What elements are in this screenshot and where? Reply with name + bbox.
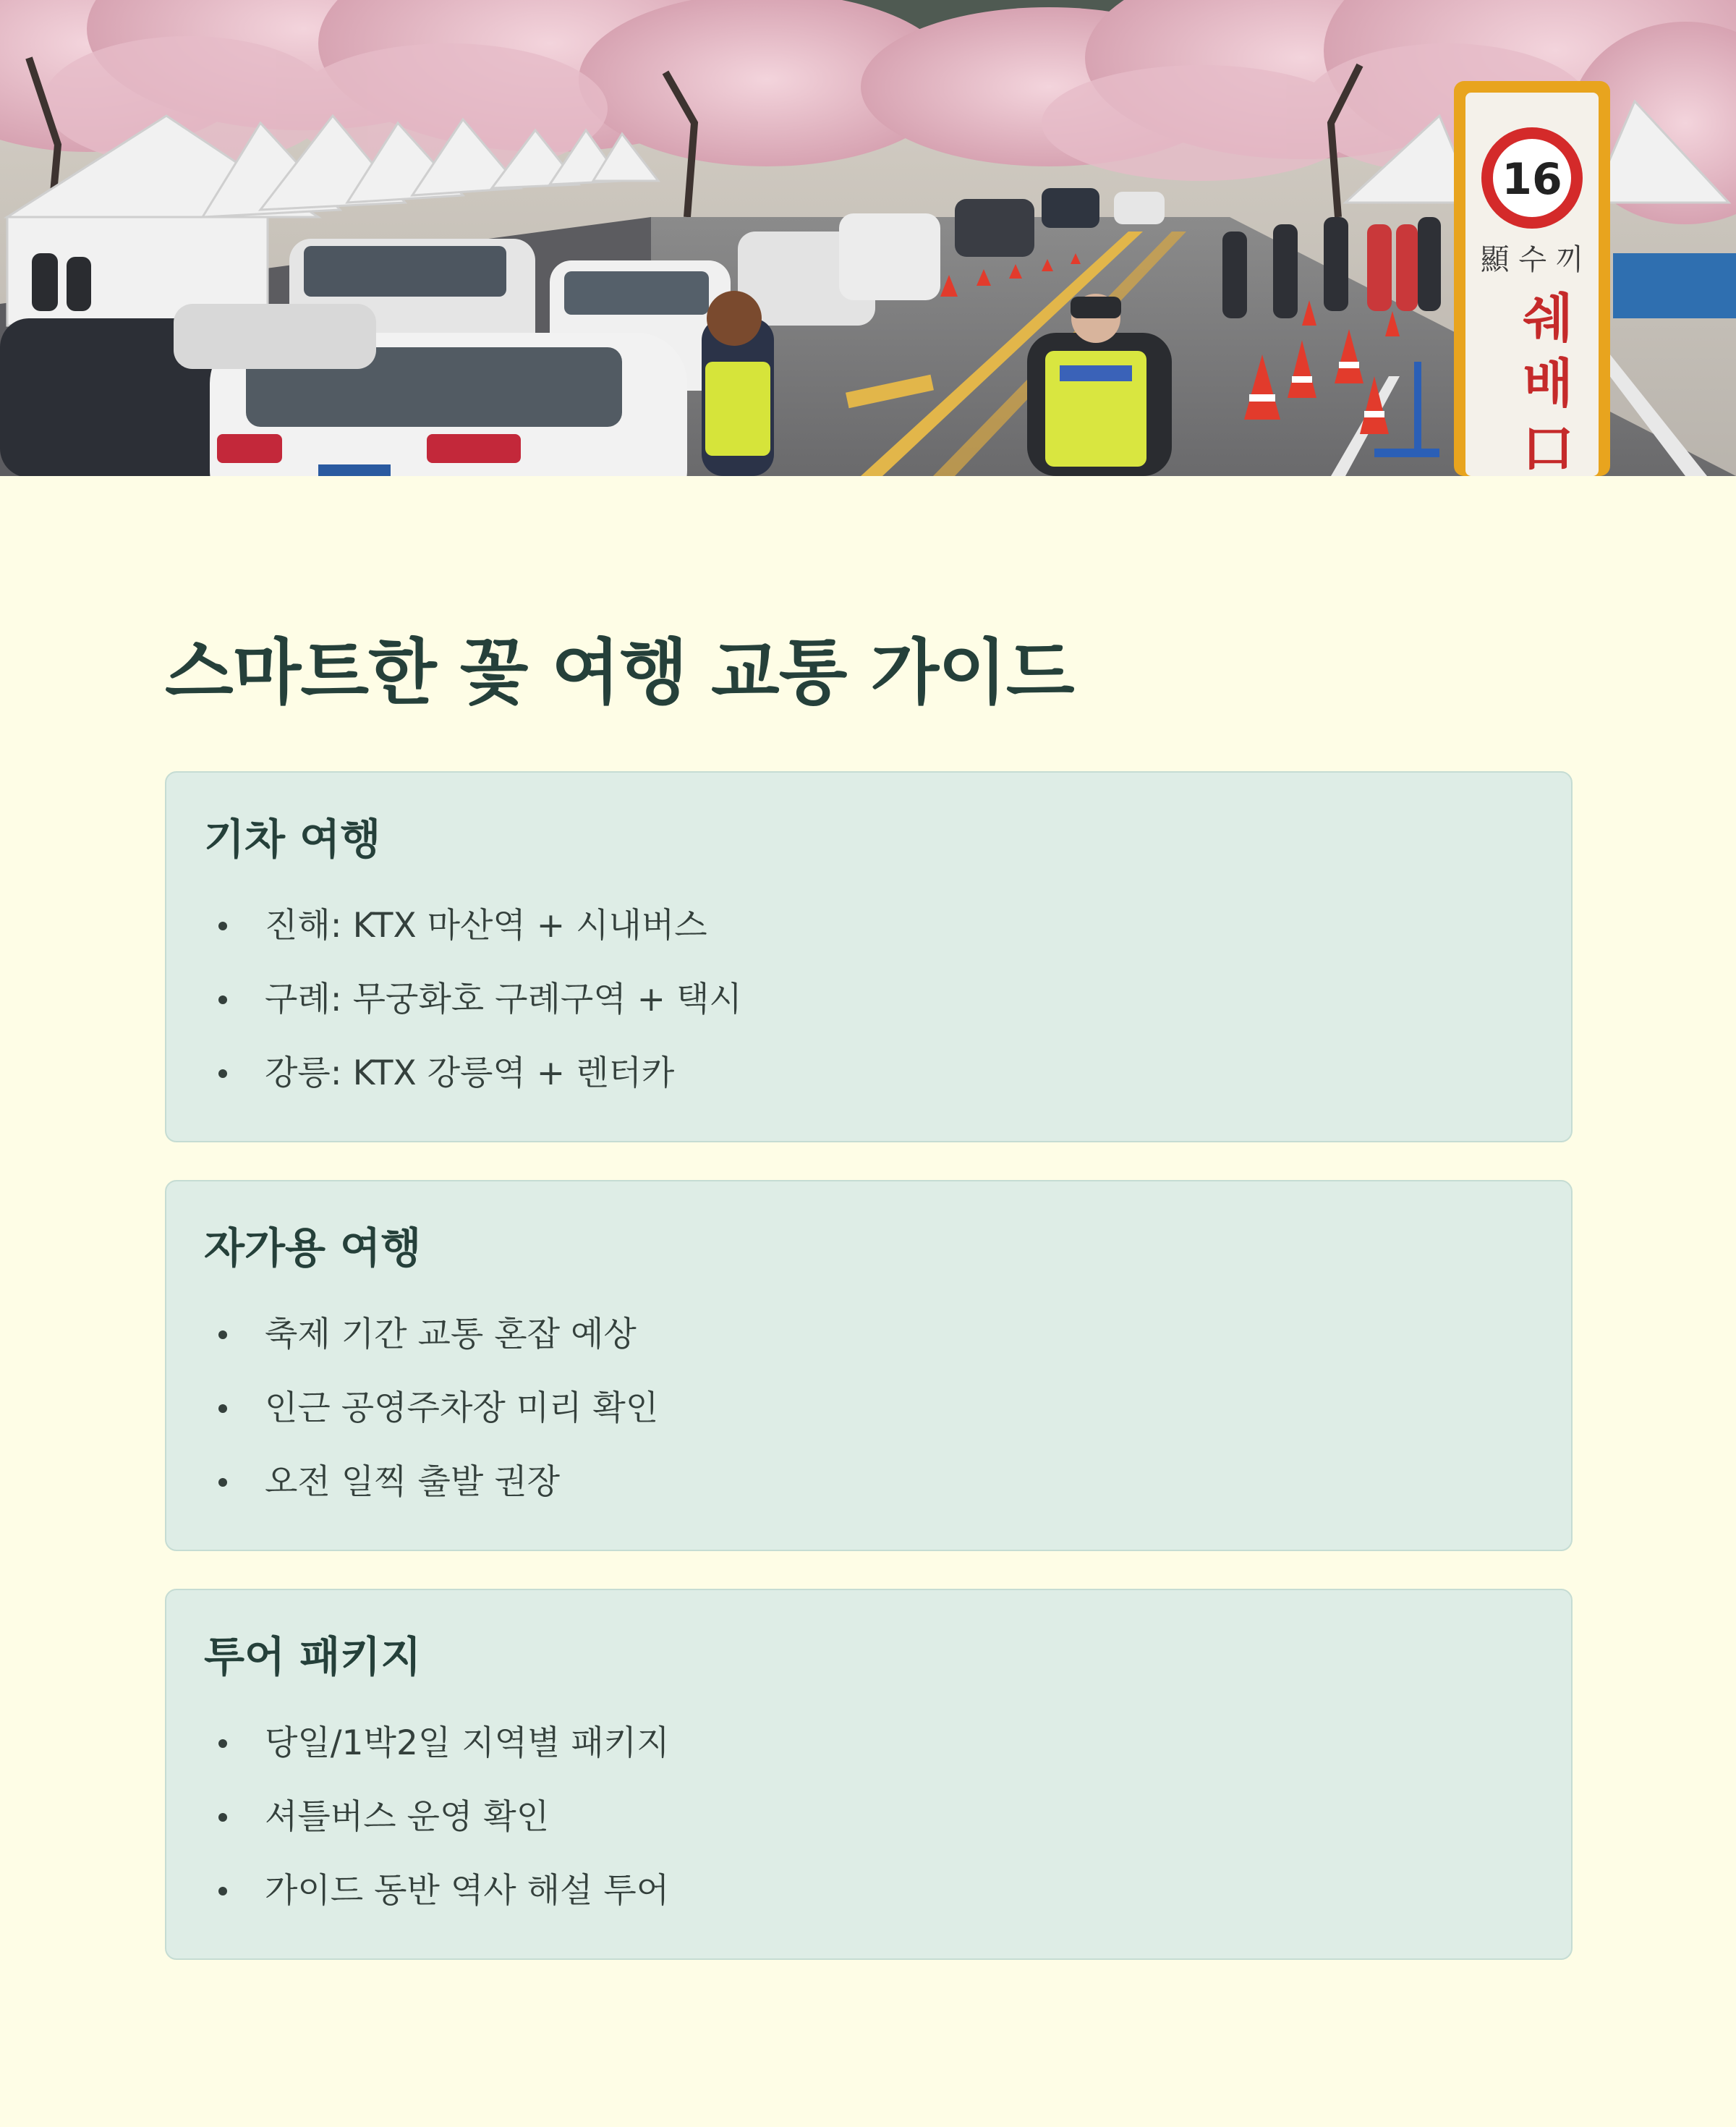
svg-text:口: 口	[1521, 418, 1575, 476]
svg-text:16: 16	[1502, 154, 1562, 205]
section-title: 투어 패키지	[204, 1632, 422, 1681]
item-list	[204, 1712, 1533, 1933]
item-list	[204, 1303, 1533, 1524]
list-item: 진해: KTX 마산역 + 시내버스	[204, 894, 1533, 968]
cherry-blossom-traffic-photo-icon	[0, 0, 1736, 476]
list-item: 당일/1박2일 지역별 패키지	[204, 1712, 1533, 1786]
section-car-travel	[165, 1180, 1573, 1551]
list-item: 강릉: KTX 강릉역 + 렌터카	[204, 1042, 1533, 1116]
list-item: 셔틀버스 운영 확인	[204, 1786, 1533, 1859]
section-title: 자가용 여행	[204, 1223, 422, 1273]
list-item: 인근 공영주차장 미리 확인	[204, 1377, 1533, 1451]
section-train-travel	[165, 771, 1573, 1142]
section-title: 기차 여행	[204, 815, 381, 864]
item-list	[204, 894, 1533, 1116]
section-tour-package	[165, 1589, 1573, 1960]
main-content	[165, 629, 1573, 1997]
hero-image	[0, 0, 1736, 476]
svg-text:쉐: 쉐	[1523, 288, 1573, 349]
svg-text:배: 배	[1523, 353, 1573, 414]
svg-text:顯 수 끼: 顯 수 끼	[1480, 243, 1584, 276]
speed-sign-icon	[1454, 81, 1610, 476]
list-item: 축제 기간 교통 혼잡 예상	[204, 1303, 1533, 1377]
list-item: 가이드 동반 역사 해설 투어	[204, 1859, 1533, 1933]
list-item: 오전 일찍 출발 권장	[204, 1451, 1533, 1524]
list-item: 구례: 무궁화호 구례구역 + 택시	[204, 968, 1533, 1042]
page-title: 스마트한 꽃 여행 교통 가이드	[165, 632, 1074, 714]
